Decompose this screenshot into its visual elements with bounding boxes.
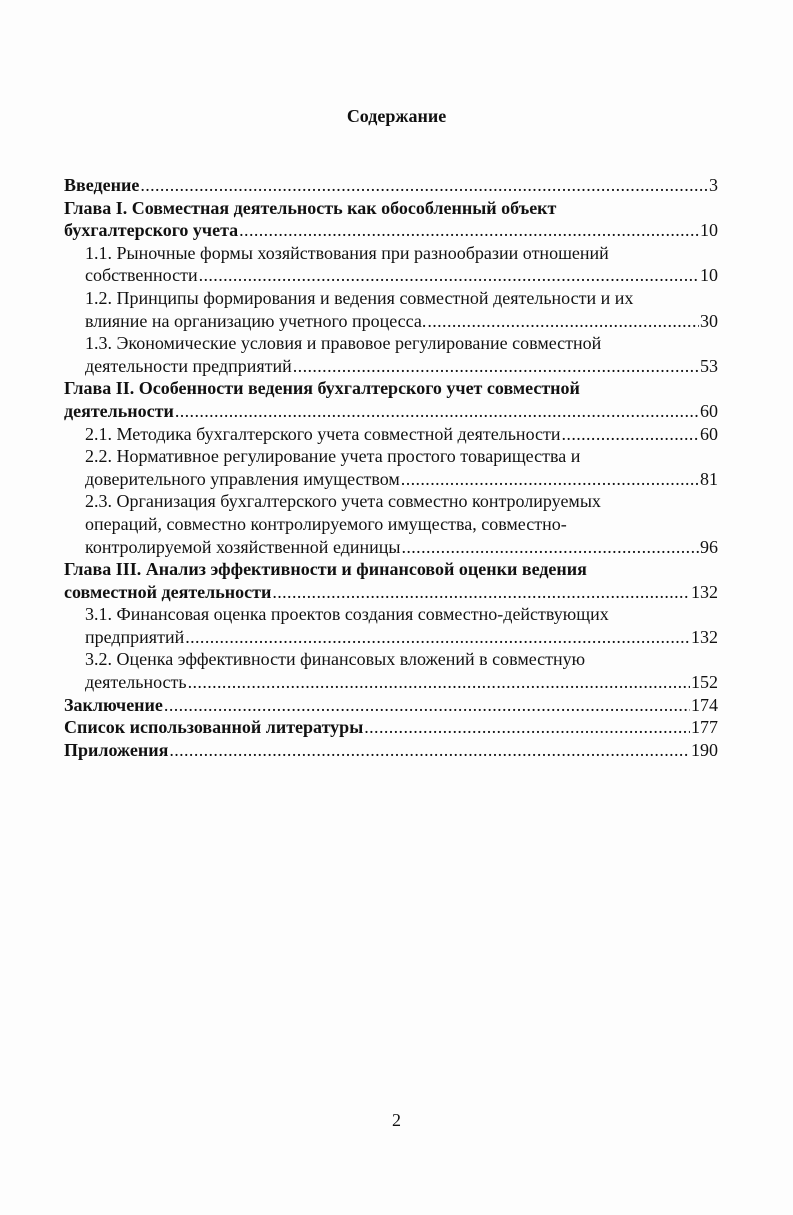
toc-entry-label: 2.2. Нормативное регулирование учета простого товарищества и: [85, 446, 581, 467]
toc-entry-page: 152: [691, 672, 718, 693]
toc-entry-label: Глава I. Совместная деятельность как обособленный объект: [64, 197, 557, 218]
dot-leader: [364, 716, 690, 739]
toc-entry-label-continued: совместной деятельности: [64, 581, 272, 602]
dot-leader: [293, 355, 699, 378]
dot-leader: [199, 264, 699, 287]
toc-entry-section-3-2-cont[interactable]: [64, 671, 718, 694]
table-of-contents: [64, 174, 718, 761]
dot-leader: [169, 739, 690, 762]
toc-entry-label-continued: деятельность: [85, 672, 187, 693]
toc-entry-label: Глава II. Особенности ведения бухгалтерского учет совместной: [64, 378, 580, 399]
toc-entry-page: 30: [700, 310, 718, 331]
toc-entry-page: 3: [709, 175, 718, 195]
toc-entry-section-3-1[interactable]: [64, 603, 718, 626]
dot-leader: [401, 536, 699, 559]
toc-entry-section-1-3[interactable]: [64, 332, 718, 355]
toc-entry-chapter-3-cont[interactable]: [64, 581, 718, 604]
toc-entry-label: Заключение: [64, 694, 163, 715]
toc-entry-label: 1.1. Рыночные формы хозяйствования при разнообразии отношений: [85, 242, 609, 263]
toc-entry-section-2-3-cont-1[interactable]: [64, 513, 718, 536]
toc-entry-label: 1.2. Принципы формирования и ведения совместной деятельности и их: [85, 287, 634, 308]
toc-entry-page: 177: [691, 717, 718, 738]
dot-leader: [175, 400, 699, 423]
toc-entry-page: 174: [691, 694, 718, 715]
toc-entry-label: 2.1. Методика бухгалтерского учета совместной деятельности: [85, 423, 561, 444]
toc-entry-label: Глава III. Анализ эффективности и финансовой оценки ведения: [64, 559, 587, 580]
toc-entry-section-2-3[interactable]: [64, 490, 718, 513]
toc-entry-label-continued: деятельности: [64, 400, 174, 421]
toc-entry-label: Введение: [64, 175, 140, 195]
toc-entry-chapter-2-cont[interactable]: [64, 400, 718, 423]
toc-entry-section-2-3-cont-2[interactable]: [64, 536, 718, 559]
dot-leader: [239, 219, 699, 242]
toc-entry-page: 132: [691, 581, 718, 602]
toc-entry-chapter-3[interactable]: [64, 558, 718, 581]
toc-entry-chapter-1-cont[interactable]: [64, 219, 718, 242]
toc-entry-section-1-2[interactable]: [64, 287, 718, 310]
toc-entry-section-3-2[interactable]: [64, 648, 718, 671]
toc-entry-page: 60: [700, 423, 718, 444]
toc-entry-label-continued: собственности: [85, 265, 198, 286]
toc-entry-section-1-1[interactable]: [64, 242, 718, 265]
toc-entry-chapter-2[interactable]: [64, 377, 718, 400]
toc-entry-label-continued: деятельности предприятий: [85, 355, 292, 376]
toc-entry-page: 10: [700, 220, 718, 241]
toc-entry-section-2-1[interactable]: [64, 423, 718, 446]
dot-leader: [185, 626, 690, 649]
toc-entry-page: 96: [700, 536, 718, 557]
toc-entry-references[interactable]: [64, 716, 718, 739]
toc-entry-page: 81: [700, 468, 718, 489]
page-number: 2: [392, 1110, 401, 1130]
toc-entry-label-continued: влияние на организацию учетного процесса.: [85, 310, 427, 331]
toc-entry-label-continued: контролируемой хозяйственной единицы: [85, 536, 401, 557]
toc-entry-section-1-2-cont[interactable]: [64, 310, 718, 333]
toc-entry-page: 10: [700, 265, 718, 286]
toc-entry-conclusion[interactable]: [64, 694, 718, 717]
dot-leader: [140, 174, 708, 197]
toc-entry-label-continued: операций, совместно контролируемого имущества, совместно-: [85, 513, 567, 534]
toc-entry-label: 2.3. Организация бухгалтерского учета совместно контролируемых: [85, 491, 601, 512]
toc-entry-label: Список использованной литературы: [64, 717, 364, 738]
dot-leader: [188, 671, 690, 694]
toc-entry-page: 190: [691, 739, 718, 760]
dot-leader: [272, 581, 690, 604]
toc-entry-label-continued: доверительного управления имуществом: [85, 468, 400, 489]
toc-entry-label: 1.3. Экономические условия и правовое регулирование совместной: [85, 333, 602, 354]
dot-leader: [427, 310, 699, 333]
toc-entry-chapter-1[interactable]: [64, 197, 718, 220]
toc-entry-section-1-1-cont[interactable]: [64, 264, 718, 287]
toc-entry-page: 132: [691, 626, 718, 647]
toc-entry-label-continued: предприятий: [85, 626, 185, 647]
toc-entry-page: 53: [700, 355, 718, 376]
toc-entry-section-2-2-cont[interactable]: [64, 468, 718, 491]
toc-entry-appendices[interactable]: [64, 739, 718, 762]
toc-entry-label: Приложения: [64, 739, 169, 760]
dot-leader: [401, 468, 699, 491]
dot-leader: [164, 694, 690, 717]
dot-leader: [562, 423, 699, 446]
toc-entry-label-continued: бухгалтерского учета: [64, 220, 239, 241]
toc-entry-section-1-3-cont[interactable]: [64, 355, 718, 378]
toc-entry-label: 3.2. Оценка эффективности финансовых вложений в совместную: [85, 649, 586, 670]
toc-entry-section-2-2[interactable]: [64, 445, 718, 468]
toc-entry-page: 60: [700, 400, 718, 421]
page-title: Содержание: [346, 106, 447, 126]
toc-entry-section-3-1-cont[interactable]: [64, 626, 718, 649]
toc-entry-label: 3.1. Финансовая оценка проектов создания совместно-действующих: [85, 604, 609, 625]
toc-entry-introduction[interactable]: [64, 174, 718, 197]
